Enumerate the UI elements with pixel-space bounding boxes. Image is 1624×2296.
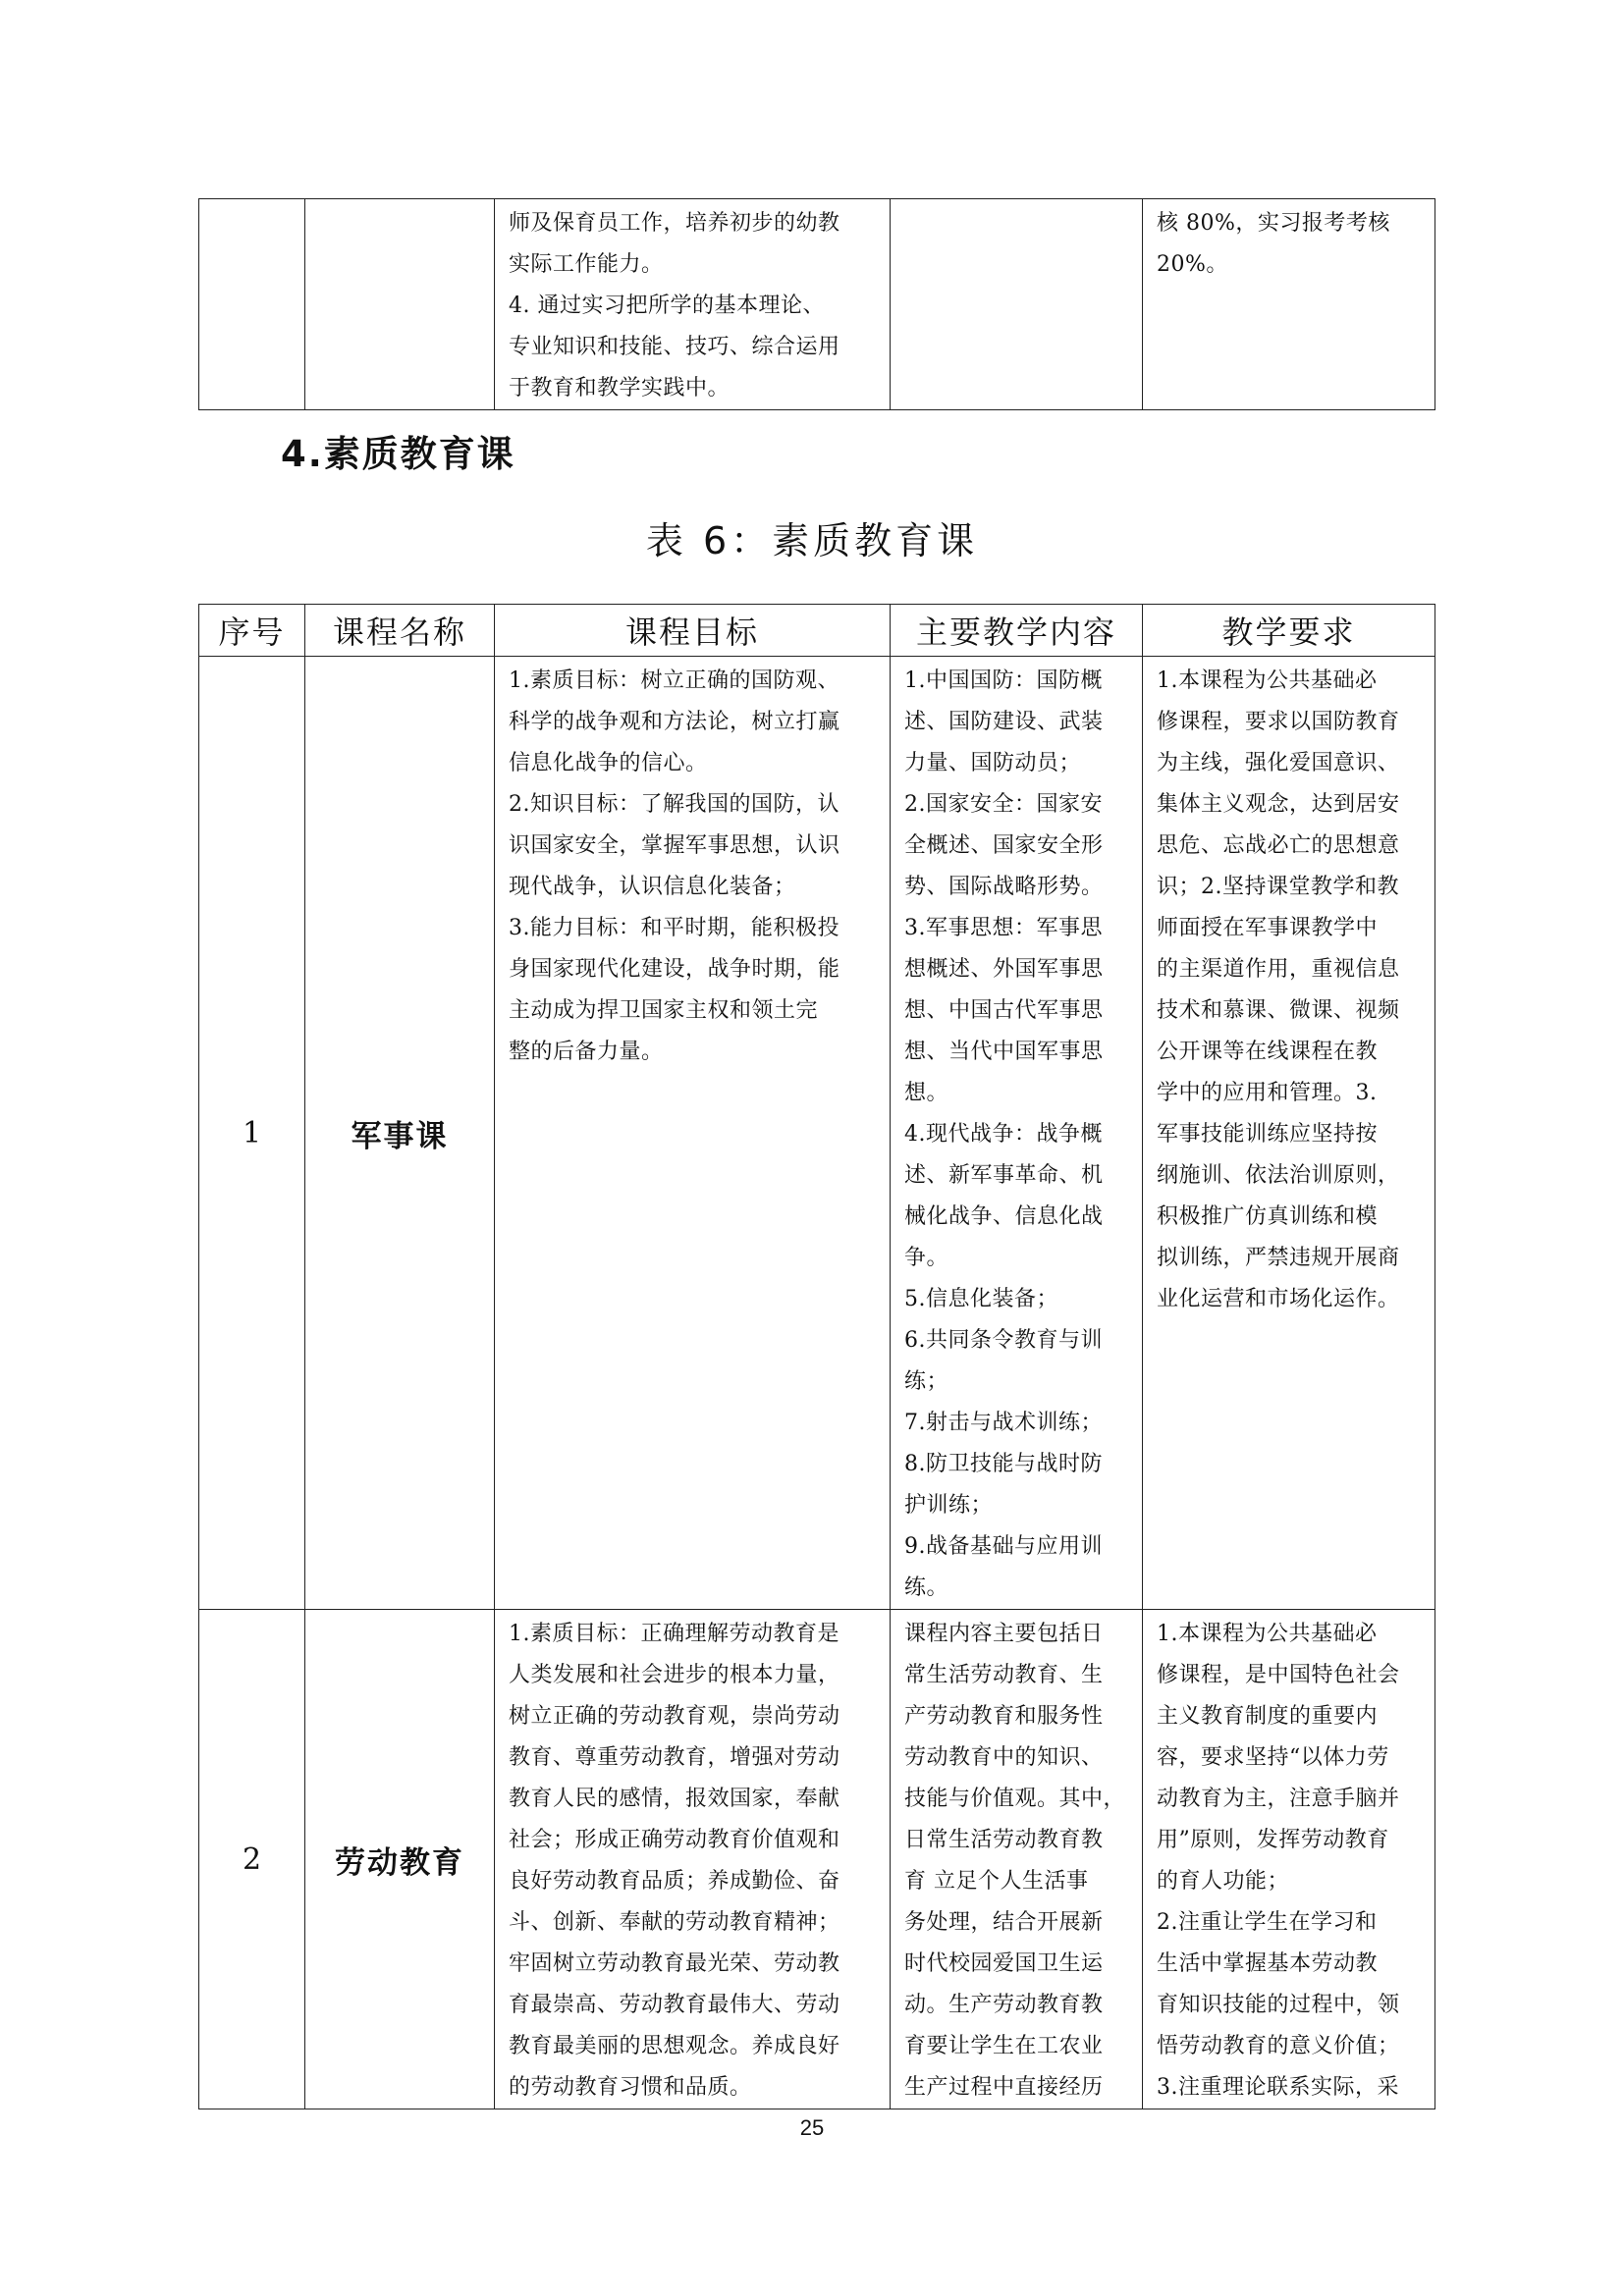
requirement-cell [1143,657,1435,1610]
course-name-cell: 军事课 [305,657,495,1610]
requirement-text: 1.本课程为公共基础必 修课程，是中国特色社会 主义教育制度的重要内 容，要求坚持“以体力劳 动教育为主，注意手脑并 用”原则，发挥劳动教育 的育人功能； 2.注重让学生在学习和 生活中掌握基本劳动教 育知识技能的过程中，领 悟劳动教育的意义价值； 3.注重理论联系实际，采 [1157,1622,1400,2100]
content-cell [891,657,1143,1610]
goal-cell [495,199,891,410]
continuation-table [198,198,1435,410]
content-cell [891,1610,1143,2109]
header-cell: 课程名称 [305,605,495,657]
table-caption: 表 6：素质教育课 [645,519,979,562]
goal-cell [495,1610,891,2109]
header-cell: 教学要求 [1143,605,1435,657]
header-cell: 主要教学内容 [891,605,1143,657]
requirement-cell [1143,1610,1435,2109]
num-cell: 2 [199,1610,305,2109]
course-name-cell: 劳动教育 [305,1610,495,2109]
goal-text: 1.素质目标：树立正确的国防观、 科学的战争观和方法论，树立打赢 信息化战争的信心。 2.知识目标：了解我国的国防，认 识国家安全，掌握军事思想，认识 现代战争，认识信息化装备； 3.能力目标：和平时期，能积极投 身国家现代化建设，战争时期，能 主动成为捍卫国家主权和领土完 整的后备力量。 [509,668,840,1064]
table-row [199,199,1435,410]
table-row [199,657,1435,1610]
goal-cell [495,657,891,1610]
requirement-text: 核 80%，实习报考考核 20%。 [1157,211,1390,277]
content-cell [891,199,1143,410]
table-row [199,1610,1435,2109]
requirement-text: 1.本课程为公共基础必 修课程，要求以国防教育 为主线，强化爱国意识、 集体主义观念，达到居安 思危、忘战必亡的思想意 识；2.坚持课堂教学和教 师面授在军事课教学中 的主渠道作用，重视信息 技术和慕课、微课、视频 公开课等在线课程在教 学中的应用和管理。3. 军事技能训练应坚持按 纲施训、依法治训原则， 积极推广仿真训练和模 拟训练，严禁违规开展商 业化运营和市场化运作。 [1157,668,1400,1311]
page-number: 25 [799,2115,825,2140]
num-cell: 1 [199,657,305,1610]
name-cell [305,199,495,410]
num-cell [199,199,305,410]
header-cell: 课程目标 [495,605,891,657]
content-text: 课程内容主要包括日 常生活劳动教育、生 产劳动教育和服务性 劳动教育中的知识、 技能与价值观。其中， 日常生活劳动教育教 育 立足个人生活事 务处理，结合开展新 时代校园爱国卫生运 动。生产劳动教育教 育要让学生在工农业 生产过程中直接经历 [904,1622,1126,2100]
goal-text: 1.素质目标：正确理解劳动教育是 人类发展和社会进步的根本力量， 树立正确的劳动教育观，崇尚劳动 教育、尊重劳动教育，增强对劳动 教育人民的感情，报效国家，奉献 社会；形成正确劳动教育价值观和 良好劳动教育品质；养成勤俭、奋 斗、创新、奉献的劳动教育精神； 牢固树立劳动教育最光荣、劳动教 育最崇高、劳动教育最伟大、劳动 教育最美丽的思想观念。养成良好 的劳动教育习惯和品质。 [509,1622,840,2100]
section-heading: 4.素质教育课 [281,433,515,475]
goal-text: 师及保育员工作，培养初步的幼教 实际工作能力。 4. 通过实习把所学的基本理论、 专业知识和技能、技巧、综合运用 于教育和教学实践中。 [509,211,840,400]
content-text: 1.中国国防：国防概 述、国防建设、武装 力量、国防动员； 2.国家安全：国家安 全概述、国家安全形 势、国际战略形势。 3.军事思想：军事思 想概述、外国军事思 想、中国古代军事思 想、当代中国军事思 想。 4.现代战争：战争概 述、新军事革命、机 械化战争、信息化战 争。 5.信息化装备； 6.共同条令教育与训 练； 7.射击与战术训练； 8.防卫技能与战时防 护训练； 9.战备基础与应用训 练。 [904,668,1104,1600]
content-text [891,199,1142,203]
quality-education-table [198,604,1435,2109]
header-cell: 序号 [199,605,305,657]
requirement-cell [1143,199,1435,410]
table-header-row [199,605,1435,657]
